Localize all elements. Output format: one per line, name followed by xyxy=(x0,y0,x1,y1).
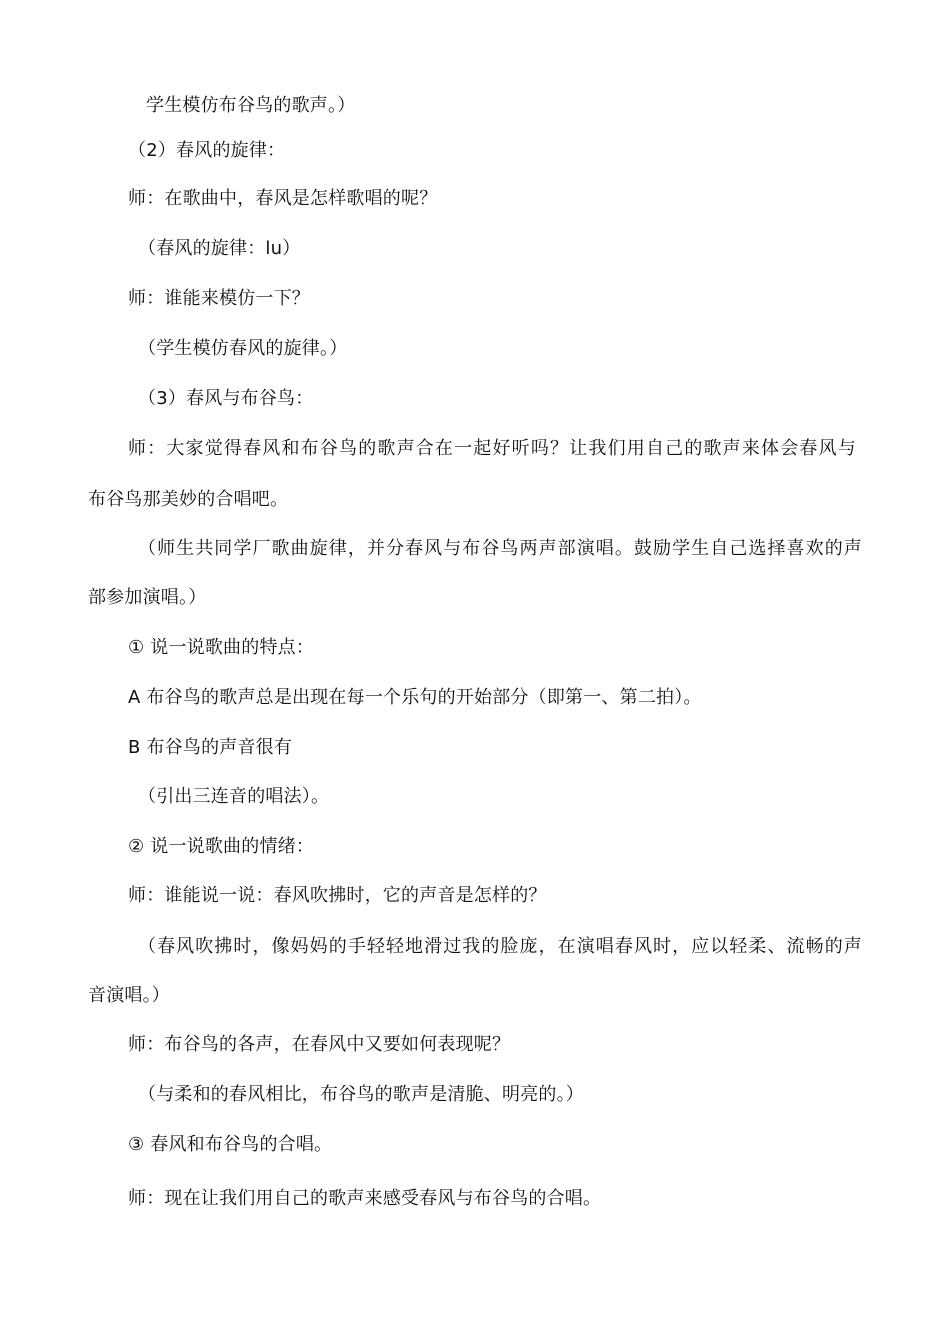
text-line-10: （师生共同学厂歌曲旋律，并分春风与布谷鸟两声部演唱。鼓励学生自己选择喜欢的声 xyxy=(138,538,862,559)
text-line-11: 部参加演唱。） xyxy=(88,587,207,608)
text-line-15: （引出三连音的唱法）。 xyxy=(138,786,330,807)
sub-heading-chorus: ③ 春风和布谷鸟的合唱。 xyxy=(128,1134,333,1155)
text-line-21: （与柔和的春风相比，布谷鸟的歌声是清脆、明亮的。） xyxy=(138,1084,584,1105)
text-line-14: B 布谷鸟的声音很有 xyxy=(128,737,293,758)
text-line-9: 布谷鸟那美妙的合唱吧。 xyxy=(88,489,289,510)
text-line-20: 师：布谷鸟的各声，在春风中又要如何表现呢？ xyxy=(128,1034,511,1055)
text-line-23: 师：现在让我们用自己的歌声来感受春风与布谷鸟的合唱。 xyxy=(128,1188,602,1209)
text-line-4: （春风的旋律：lu） xyxy=(138,238,301,259)
text-line-17: 师：谁能说一说：春风吹拂时，它的声音是怎样的？ xyxy=(128,885,547,906)
section-heading-melody: （2）春风的旋律： xyxy=(128,140,286,161)
section-heading-chorus: （3）春风与布谷鸟： xyxy=(138,388,314,409)
text-line-8: 师：大家觉得春风和布谷鸟的歌声合在一起好听吗？让我们用自己的歌声来体会春风与 xyxy=(128,438,856,459)
text-line-19: 音演唱。） xyxy=(88,985,170,1006)
text-line-1: 学生模仿布谷鸟的歌声。） xyxy=(146,95,356,116)
text-line-13: A 布谷鸟的歌声总是出现在每一个乐句的开始部分（即第一、第二拍）。 xyxy=(128,687,702,708)
sub-heading-mood: ② 说一说歌曲的情绪： xyxy=(128,836,315,857)
text-line-6: （学生模仿春风的旋律。） xyxy=(138,338,348,359)
sub-heading-features: ① 说一说歌曲的特点： xyxy=(128,637,315,658)
text-line-18: （春风吹拂时，像妈妈的手轻轻地滑过我的脸庞，在演唱春风时，应以轻柔、流畅的声 xyxy=(138,936,862,957)
text-line-5: 师：谁能来模仿一下？ xyxy=(128,288,310,309)
text-line-3: 师：在歌曲中，春风是怎样歌唱的呢？ xyxy=(128,188,438,209)
